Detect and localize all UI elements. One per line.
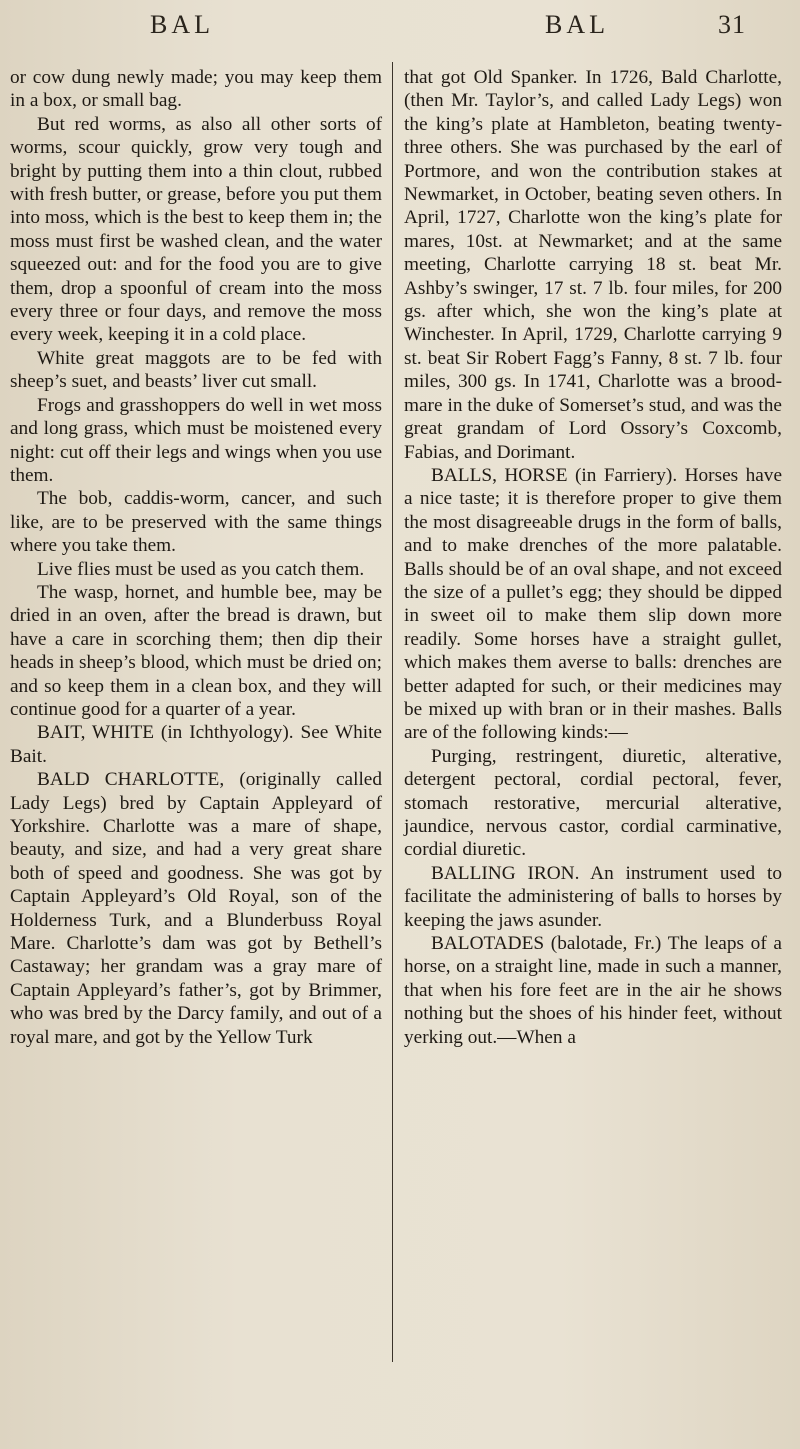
- running-header: [0, 10, 800, 50]
- right-column: [404, 66, 782, 1049]
- paragraph: The wasp, hornet, and humble bee, may be dried in an oven, after the bread is drawn, but have a care in scorching them; then dip their heads in sheep’s blood, which must be dried on; and so keep them in a clean box, and they will continue good for a quarter of a year.: [10, 581, 382, 720]
- entry-balls-horse: BALLS, HORSE (in Farriery). Horses have a nice taste; it is therefore proper to give them the most disagreeable drugs in the form of balls, and to make drenches of the more palatable. Balls should be of an oval shape, and not exceed the size of a pullet’s egg; they should be dipped in sweet oil to make them slip down more readily. Some horses have a straight gullet, which makes them averse to balls: drenches are better adapted for such, or their medicines may be mixed up with bran or in their mashes. Balls are of the following kinds:—: [404, 464, 782, 744]
- entry-balling-iron: BALLING IRON. An instrument used to facilitate the administering of balls to horses by keeping the jaws asunder.: [404, 862, 782, 931]
- paragraph: But red worms, as also all other sorts of worms, scour quickly, grow very tough and bright by putting them into a thin clout, rubbed with fresh butter, or grease, before you put them into moss, which is the best to keep them in; the moss must first be washed clean, and the water squeezed out: and for the food you are to give them, drop a spoonful of cream into the moss every three or four days, and remove the moss every week, keeping it in a cold place.: [10, 113, 382, 346]
- entry-bait-white: BAIT, WHITE (in Ichthyology). See White Bait.: [10, 722, 382, 767]
- right-running-head: BAL: [545, 10, 609, 39]
- paragraph: Purging, restringent, diuretic, alterative, detergent pectoral, cordial pectoral, fever, stomach restorative, mercurial alterative, jaundice, nervous castor, cordial carminative, cordial diuretic.: [404, 745, 782, 861]
- paragraph: Frogs and grasshoppers do well in wet moss and long grass, which must be moistened every night: cut off their legs and wings when you use them.: [10, 394, 382, 486]
- left-column: [10, 66, 382, 1049]
- paragraph: Live flies must be used as you catch them.: [37, 558, 365, 580]
- paragraph: The bob, caddis-worm, cancer, and such like, are to be preserved with the same things where you take them.: [10, 488, 382, 557]
- paragraph: or cow dung newly made; you may keep them in a box, or small bag.: [10, 67, 382, 112]
- paragraph: White great maggots are to be fed with sheep’s suet, and beasts’ liver cut small.: [10, 347, 382, 393]
- paragraph: that got Old Spanker. In 1726, Bald Charlotte, (then Mr. Taylor’s, and called Lady Legs) won the king’s plate at Hambleton, beating twenty-three others. She was purchased by the earl of Portmore, and won the contribution stakes at Newmarket, in October, beating seven others. In April, 1727, Charlotte won the king’s plate for mares, 10st. at Newmarket; and at the same meeting, Charlotte carrying 18 st. beat Mr. Ashby’s swinger, 17 st. 7 lb. four miles, for 200 gs. after which, she won the king’s plate at Winchester. In April, 1729, Charlotte carrying 9 st. beat Sir Robert Fagg’s Fanny, 8 st. 7 lb. four miles, 300 gs. In 1741, Charlotte was a brood-mare in the duke of Somerset’s stud, and was the great grandam of Lord Ossory’s Coxcomb, Fabias, and Dorimant.: [404, 67, 782, 463]
- entry-balotades: BALOTADES (balotade, Fr.) The leaps of a horse, on a straight line, made in such a manner, that when his fore feet are in the air he shows nothing but the shoes of his hinder feet, without yerking out.—When a: [404, 933, 782, 1048]
- left-running-head: BAL: [150, 10, 214, 39]
- entry-bald-charlotte: BALD CHARLOTTE, (originally called Lady Legs) bred by Captain Appleyard of Yorkshire. Charlotte was a mare of shape, beauty, and size, and had a very great share both of speed and goodness. She was got by Captain Appleyard’s Old Royal, son of the Holderness Turk, and a Blunderbuss Royal Mare. Charlotte’s dam was got by Bethell’s Castaway; her grandam was a gray mare of Captain Appleyard’s father’s, got by Brimmer, who was bred by the Darcy family, and out of a royal mare, and got by the Yellow Turk: [10, 769, 382, 1048]
- column-divider: [392, 62, 393, 1362]
- page-number: 31: [718, 10, 746, 39]
